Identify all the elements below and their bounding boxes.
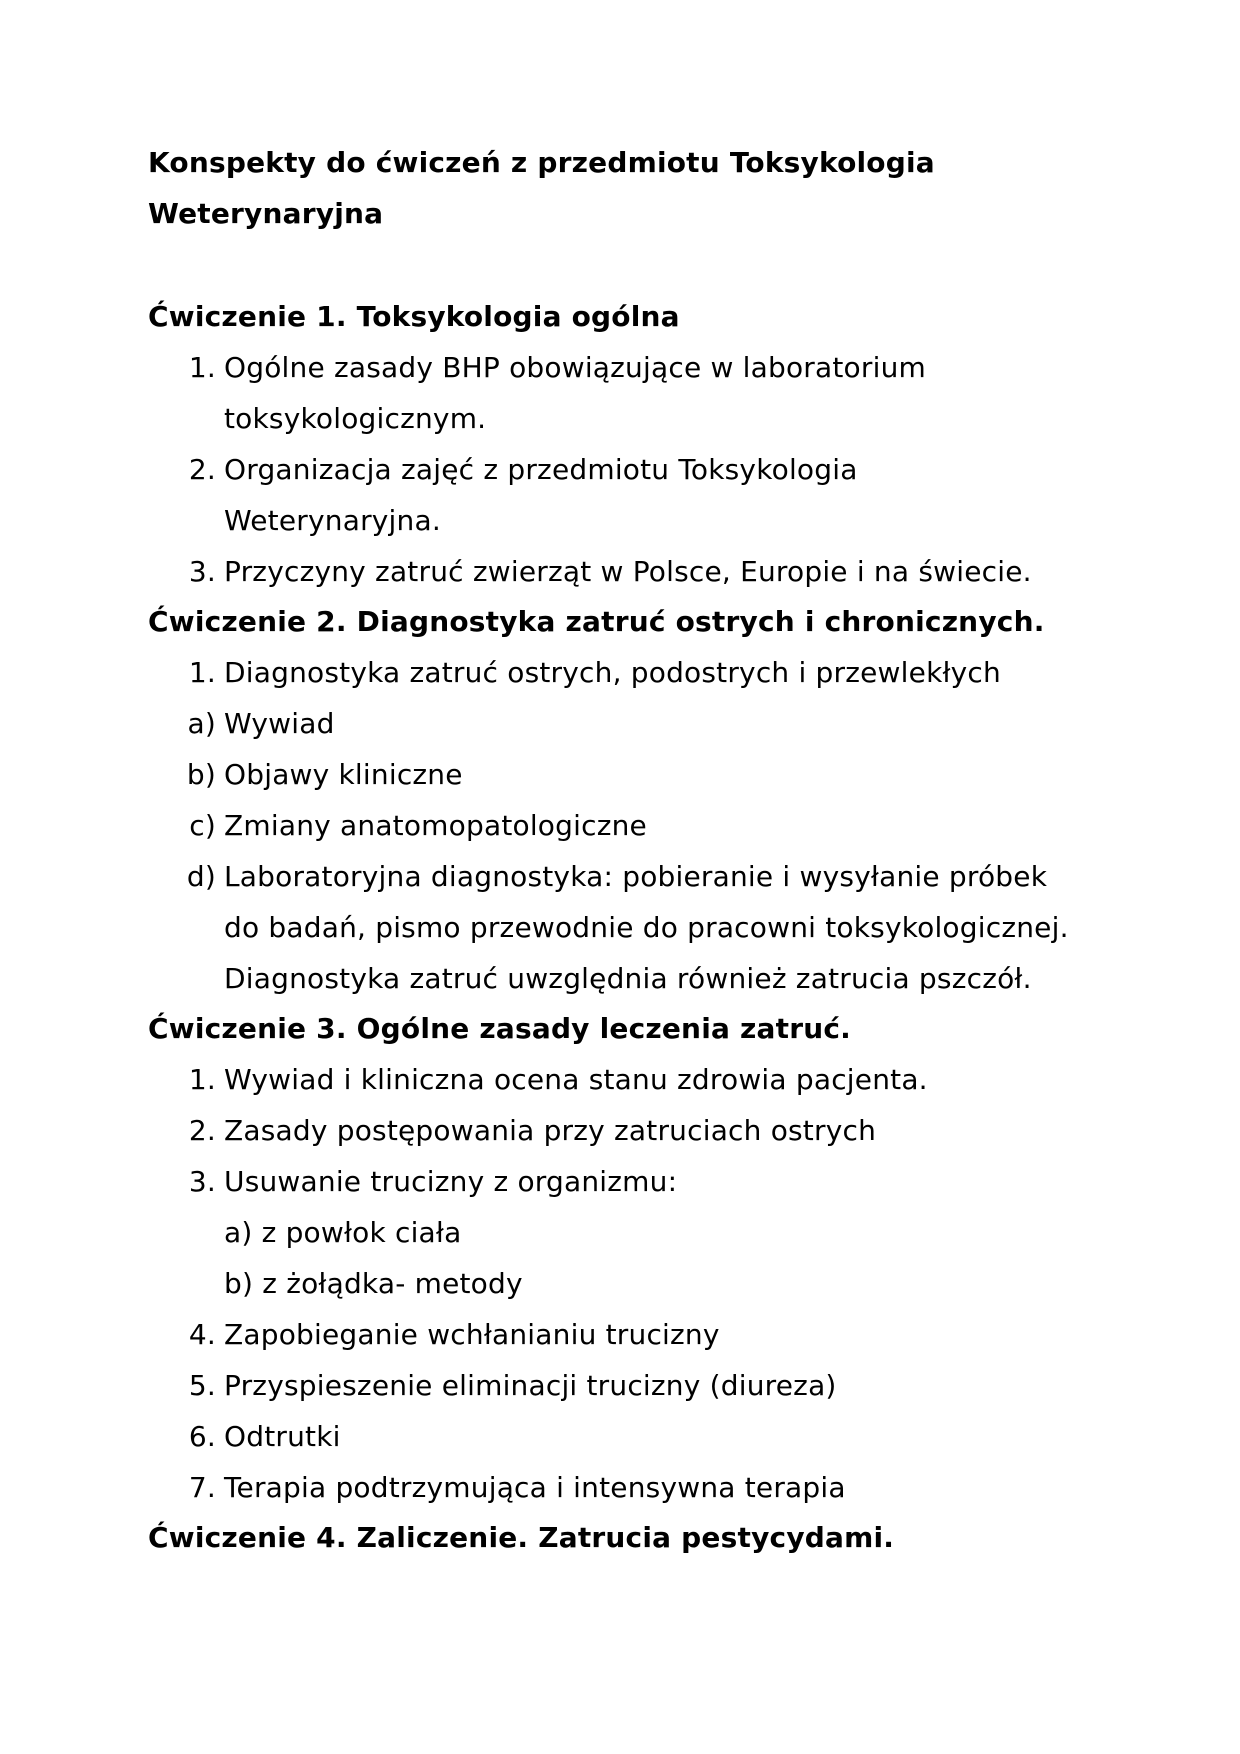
section-3-item-5 (188, 1369, 837, 1403)
list-item-text: Usuwanie trucizny z organizmu: (224, 1165, 678, 1198)
list-item-text: Objawy kliniczne (224, 758, 463, 791)
section-1-heading: Ćwiczenie 1. Toksykologia ogólna (148, 300, 680, 333)
section-3-item-6 (188, 1420, 341, 1454)
list-marker: a) (187, 707, 216, 740)
section-4-heading: Ćwiczenie 4. Zaliczenie. Zatrucia pestycydami. (148, 1521, 895, 1554)
section-2-item-a (187, 707, 335, 741)
section-2-item-d-continuation-1: do badań, pismo przewodnie do pracowni toksykologicznej. (224, 911, 1069, 944)
list-item-text: Wywiad i kliniczna ocena stanu zdrowia pacjenta. (224, 1063, 928, 1096)
list-marker: 2. (188, 453, 216, 486)
section-2-item-d-continuation-2: Diagnostyka zatruć uwzględnia również zatrucia pszczół. (224, 962, 1032, 995)
list-item-text: Zapobieganie wchłanianiu trucizny (224, 1318, 720, 1351)
section-3-item-3 (188, 1165, 678, 1199)
list-item-text: Przyczyny zatruć zwierząt w Polsce, Europie i na świecie. (224, 555, 1032, 588)
list-item-text: Ogólne zasady BHP obowiązujące w laboratorium (224, 351, 926, 384)
section-3-subitem-b: b) z żołądka- metody (224, 1267, 523, 1300)
list-item-text: Zmiany anatomopatologiczne (224, 809, 647, 842)
section-2-item-c (189, 809, 647, 843)
list-item-text: Diagnostyka zatruć ostrych, podostrych i przewlekłych (224, 656, 1001, 689)
section-1-item-2 (188, 453, 858, 487)
section-3-heading: Ćwiczenie 3. Ogólne zasady leczenia zatruć. (148, 1012, 851, 1045)
list-item-text: Terapia podtrzymująca i intensywna terapia (224, 1471, 846, 1504)
list-marker: b) (186, 758, 216, 791)
list-item-text: Laboratoryjna diagnostyka: pobieranie i wysyłanie próbek (224, 860, 1048, 893)
section-3-item-2 (188, 1114, 877, 1148)
list-marker: 6. (188, 1420, 216, 1453)
list-marker: 1. (188, 656, 216, 689)
list-item-text: Przyspieszenie eliminacji trucizny (diureza) (224, 1369, 837, 1402)
list-marker: 1. (188, 1063, 216, 1096)
section-2-heading: Ćwiczenie 2. Diagnostyka zatruć ostrych i chronicznych. (148, 605, 1045, 638)
section-2-item-b (186, 758, 463, 792)
list-marker: 3. (188, 555, 216, 588)
list-marker: c) (189, 809, 216, 842)
section-1-item-1 (188, 351, 926, 385)
list-marker: 4. (188, 1318, 216, 1351)
list-marker: 3. (188, 1165, 216, 1198)
section-3-subitem-a: a) z powłok ciała (224, 1216, 462, 1249)
section-3-item-4 (188, 1318, 720, 1352)
section-1-item-3 (188, 555, 1032, 589)
section-3-item-7 (188, 1471, 846, 1505)
list-marker: 2. (188, 1114, 216, 1147)
list-item-text: Zasady postępowania przy zatruciach ostrych (224, 1114, 877, 1147)
section-2-item-d (186, 860, 1048, 894)
section-2-item-1 (188, 656, 1001, 690)
section-3-item-1 (188, 1063, 928, 1097)
list-marker: 1. (188, 351, 216, 384)
list-item-text: Wywiad (224, 707, 335, 740)
document-title-line-2: Weterynaryjna (148, 197, 384, 230)
list-marker: 5. (188, 1369, 216, 1402)
list-item-text: Organizacja zajęć z przedmiotu Toksykologia (224, 453, 858, 486)
section-1-item-2-continuation: Weterynaryjna. (224, 504, 441, 537)
list-marker: 7. (188, 1471, 216, 1504)
document-title-line-1: Konspekty do ćwiczeń z przedmiotu Toksykologia (148, 146, 935, 179)
section-1-item-1-continuation: toksykologicznym. (224, 402, 487, 435)
list-marker: d) (186, 860, 216, 893)
list-item-text: Odtrutki (224, 1420, 341, 1453)
